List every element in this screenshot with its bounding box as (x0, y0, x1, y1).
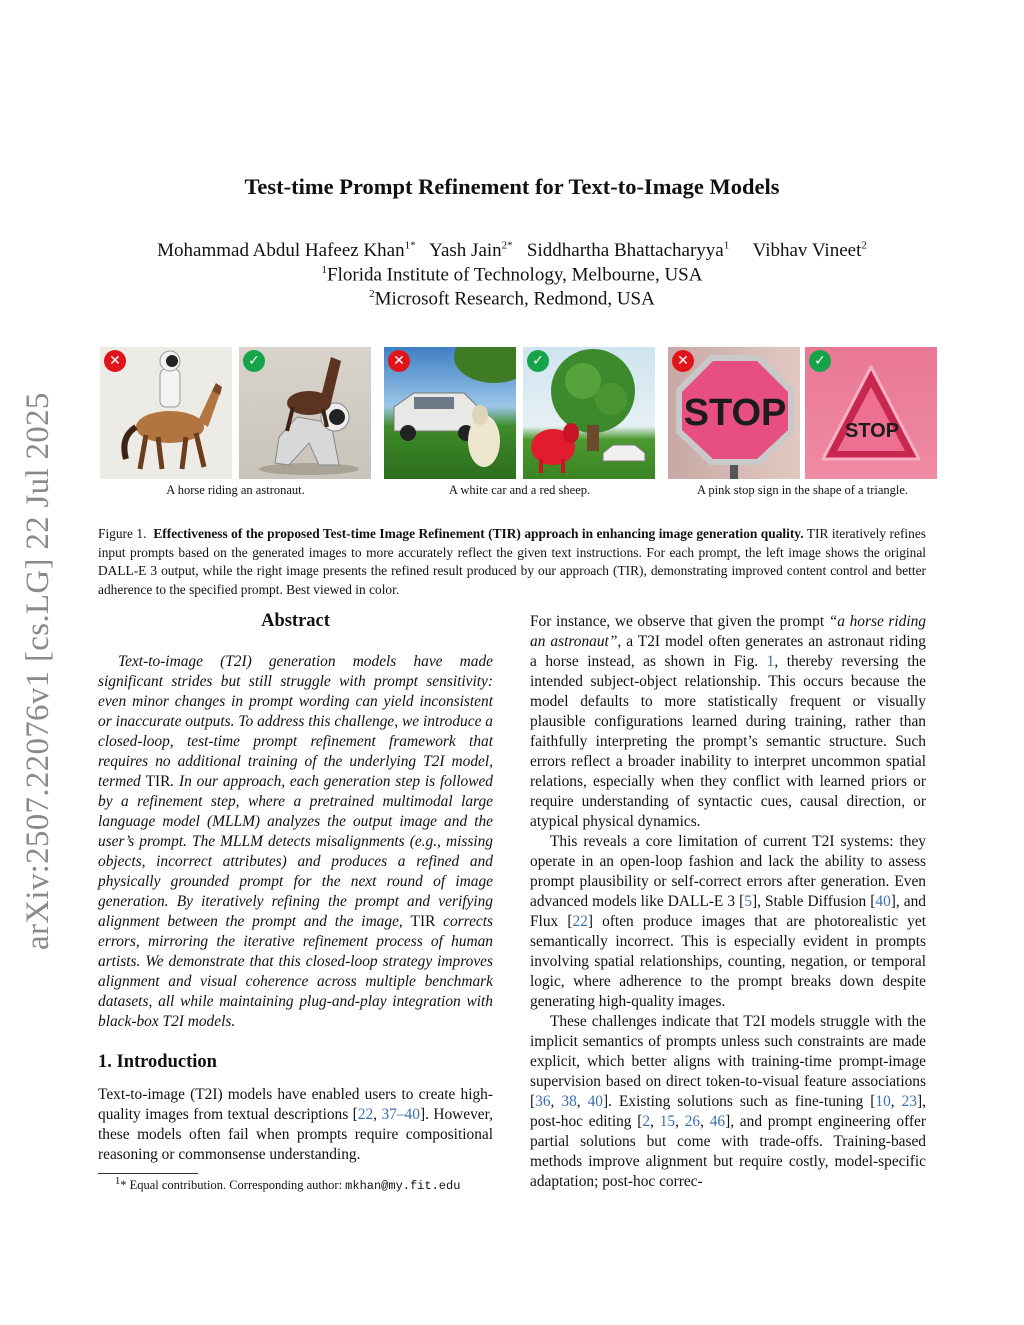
author: Vibhav Vineet$^2$ (752, 240, 867, 262)
text-run: ], and prompt engineering offer partial solutions but come with trade-offs. Training-based methods improve alignment but require costly, model-specific adaptation; post-hoc correc- (530, 1113, 926, 1190)
incorrect-icon: ✕ (672, 350, 694, 372)
citation-link[interactable]: 5 (744, 893, 752, 910)
citation-link[interactable]: 2 (642, 1113, 651, 1130)
author-list (0, 240, 1024, 262)
author: Mohammad Abdul Hafeez Khan$^{1*}$ (157, 240, 416, 262)
citation-link[interactable]: 15 (659, 1113, 676, 1130)
text-run: ] often produce images that are photorealistic yet semantically incorrect. This is especially evident in prompts involving spatial relationships, counting, negation, or temporal logic, where adherence to the prompt breaks down despite generating high-quality images. (530, 913, 926, 1010)
citation-link[interactable]: 40 (587, 1093, 603, 1110)
figure-image-horse-astronaut-bad (100, 347, 232, 479)
citation-link[interactable]: 22 (357, 1106, 374, 1123)
citation-link[interactable]: 38 (561, 1093, 577, 1110)
section-heading-introduction: 1. Introduction (98, 1052, 217, 1072)
right-column-body (530, 612, 926, 1192)
incorrect-icon: ✕ (104, 350, 126, 372)
text-run: ], post-hoc editing [ (530, 1093, 926, 1130)
paragraph (530, 1012, 926, 1192)
text-run: TIR (410, 913, 436, 930)
citation-link[interactable]: 10 (875, 1093, 891, 1110)
correct-icon: ✓ (243, 350, 265, 372)
affiliation: $^2$Microsoft Research, Redmond, USA (369, 288, 655, 310)
figure-image-car-sheep-bad (384, 347, 516, 479)
citation-link[interactable]: 46 (709, 1113, 726, 1130)
abstract-body (98, 652, 493, 1032)
footnote-rule (98, 1173, 198, 1174)
text-run: ], Stable Diffusion [ (751, 893, 876, 910)
citation-link[interactable]: 1 (766, 653, 775, 670)
abstract-heading: Abstract (261, 611, 330, 631)
figure-caption (98, 525, 926, 599)
stop-sign-text: STOP (844, 420, 900, 442)
text-run: , (700, 1113, 710, 1130)
arxiv-identifier: arXiv:2507.22076v1 [cs.LG] 22 Jul 2025 (20, 392, 56, 950)
paragraph (530, 612, 926, 832)
figure-image-stop-sign-bad (668, 347, 800, 479)
citation-link[interactable]: 36 (535, 1093, 551, 1110)
text-run: , (675, 1113, 685, 1130)
text-run: Text-to-image (T2I) generation models have made significant strides but still struggle with prompt sensitivity: even minor changes in prompt wording can yield inconsistent or inaccurate outputs. To address this challenge, we introduce a closed-loop, test-time prompt refinement framework that requires no additional training of the underlying T2I model, termed (98, 653, 493, 790)
text-run: TIR (145, 773, 171, 790)
citation-link[interactable]: 26 (684, 1113, 701, 1130)
figure-image-horse-astronaut-good (239, 347, 371, 479)
text-run: ]. Existing solutions such as fine-tuning [ (603, 1093, 876, 1110)
figure-subcaption: A pink stop sign in the shape of a triangle. (696, 483, 909, 497)
text-run: corrects errors, mirroring the iterative refinement process of human artists. We demonstrate that this closed-loop strategy improves alignment and visual coherence across multiple benchmark datasets, all while maintaining plug-and-play integration with black-box T2I models. (98, 913, 493, 1030)
author: Siddhartha Bhattacharyya$^1$ (526, 240, 730, 262)
figure-image-car-sheep-good (523, 347, 655, 479)
introduction-body (98, 1085, 493, 1165)
abstract-paragraph (98, 652, 493, 1032)
figure-caption-text: TIR iteratively refines input prompts based on the generated images to more accurately reflect the given text instructions. For each prompt, the left image shows the original DALL-E 3 output, while the right image presents the refined result produced by our approach (TIR), demonstrating improved content control and better adherence to the specified prompt. Best viewed in color. (98, 526, 926, 597)
paragraph (530, 832, 926, 1012)
paragraph (98, 1085, 493, 1165)
figure-subcaption: A horse riding an astronaut. (166, 483, 305, 497)
figure-subcaption: A white car and a red sheep. (448, 483, 591, 497)
citation-link[interactable]: 40 (875, 893, 891, 910)
text-run: “a horse riding an astronaut” (530, 613, 927, 650)
text-run: , a T2I model often generates an astronaut riding a horse instead, as shown in Fig. (530, 633, 927, 670)
text-run: , (373, 1106, 382, 1123)
text-run: . In our approach, each generation step is followed by a refinement step, where a pretrained multimodal large language model (MLLM) analyzes the output image and the user’s prompt. The MLLM detects misalignments (e.g., missing objects, incorrect attributes) and produces a refined and physically grounded prompt for the next round of image generation. By iteratively refining the prompt and verifying alignment between the prompt and the image, (98, 773, 493, 930)
figure-caption-title: Effectiveness of the proposed Test-time Image Refinement (TIR) approach in enhancing image generation quality. (153, 526, 804, 541)
citation-link[interactable]: 22 (572, 913, 588, 930)
paper-title: Test-time Prompt Refinement for Text-to-Image Models (244, 174, 780, 199)
text-run: These challenges indicate that T2I models struggle with the implicit semantics of prompts unless such constraints are made explicit, which better aligns with training-time prompt-image supervision based on direct token-to-visual feature associations [ (530, 1013, 926, 1110)
text-run: , (650, 1113, 660, 1130)
text-run: ]. However, these models often fail when prompts require compositional reasoning or commonsense understanding. (98, 1106, 493, 1163)
text-run: For instance, we observe that given the prompt (530, 613, 829, 630)
text-run: , thereby reversing the intended subject-object relationship. This occurs because the model defaults to more statistically frequent or visually plausible configurations learned during training, rather than faithfully interpreting the prompt’s semantic structure. Such errors reflect a broader inability to interpret uncommon spatial relations, especially when they conflict with learned priors or require understanding of syntactic cues, causal direction, or atypical physical dynamics. (530, 653, 927, 830)
citation-link[interactable]: 37–40 (381, 1106, 420, 1123)
citation-link[interactable]: 23 (901, 1093, 917, 1110)
figure-image-stop-sign-good (805, 347, 937, 479)
stop-sign-text: STOP (683, 392, 787, 434)
email-link[interactable]: mkhan@my.fit.edu (345, 1179, 461, 1194)
correct-icon: ✓ (527, 350, 549, 372)
text-run: Text-to-image (T2I) models have enabled users to create high-quality images from textual descriptions [ (98, 1086, 493, 1123)
figure-label: Figure 1. (98, 526, 147, 541)
text-run: ], and Flux [ (530, 893, 927, 930)
affiliation: $^1$Florida Institute of Technology, Melbourne, USA (321, 264, 703, 286)
author: Yash Jain$^{2*}$ (429, 240, 513, 262)
footnote: $^1$* Equal contribution. Corresponding author: mkhan@my.fit.edu (115, 1176, 461, 1194)
text-run: , (890, 1093, 902, 1110)
incorrect-icon: ✕ (388, 350, 410, 372)
text-run: , (576, 1093, 588, 1110)
correct-icon: ✓ (809, 350, 831, 372)
text-run: This reveals a core limitation of current T2I systems: they operate in an open-loop fashion and lack the ability to assess prompt plausibility or self-correct errors after generation. Even advanced models like DALL-E 3 [ (530, 833, 926, 910)
text-run: , (550, 1093, 562, 1110)
